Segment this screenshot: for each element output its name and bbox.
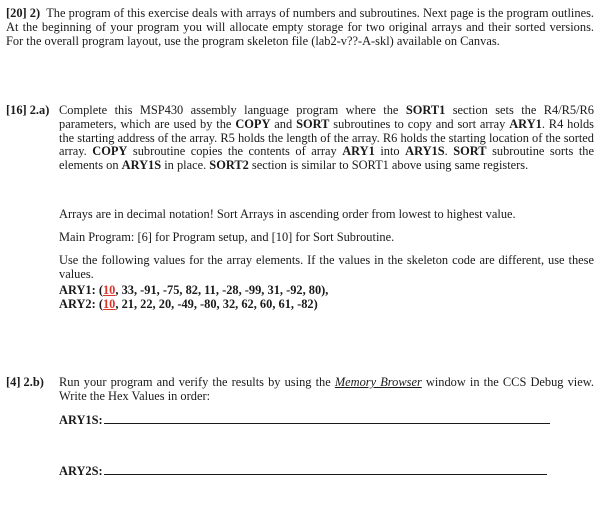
question-2a-paragraph-1: Complete this MSP430 assembly language program where the SORT1 section sets the R4/R5/R6 parameters, which are used by the COPY and SORT subroutines to copy and sort array ARY1. R4 holds the starting address of the array. R5 holds the length of the array. R6 holds the starting location of the sorted array. COPY subroutine copies the contents of array ARY1 into ARY1S. SORT subroutine sorts the elements on ARY1S in place. SORT2 section is similar to SORT1 above using same registers. [59,103,594,173]
memory-browser-term: Memory Browser [334,375,422,389]
array-ary2: ARY2: (10, 21, 22, 20, -49, -80, 32, 62, 60, 61, -82) [59,297,318,311]
array-ary1: ARY1: (10, 33, -91, -75, 82, 11, -28, -99, 31, -92, 80), [59,283,329,297]
question-2b-text: Run your program and verify the results by using the Memory Browser window in the CCS Debug view. Write the Hex Values in order: [59,375,594,403]
array-ary2-label: ARY2: [59,297,96,311]
answer-ary2s-label: ARY2S: [59,464,103,478]
answer-ary1s-blank[interactable] [104,422,550,424]
question-2-label: [20] 2) [6,6,41,20]
question-2b-label: [4] 2.b) [6,375,44,389]
array-ary2-first-value: 10 [102,297,116,311]
array-ary2-values: , 21, 22, 20, -49, -80, 32, 62, 60, 61, -82) [115,297,318,311]
question-2a-paragraph-2: Arrays are in decimal notation! Sort Arrays in ascending order from lowest to highest value. [59,207,516,221]
question-2 [6,7,594,48]
question-2a-paragraph-3: Main Program: [6] for Program setup, and [10] for Sort Subroutine. [59,230,395,244]
keyword-ary1s: ARY1S [121,158,162,173]
answer-ary2s-row [59,465,547,479]
question-2-text: The program of this exercise deals with arrays of numbers and subroutines. Next page is the program outlines. At the beginning of your program you will allocate empty storage for two original arrays and their sorted versions. For the overall program layout, use the program skeleton file (lab2-v??-A-skl) available on Canvas. [6,6,594,48]
keyword-sort: SORT [453,144,487,159]
keyword-sort1: SORT1 [405,103,446,117]
keyword-ary1: ARY1 [509,116,542,131]
question-2a-paragraph-4: Use the following values for the array elements. If the values in the skeleton code are different, use these values. [59,253,594,281]
keyword-copy: COPY [235,116,271,131]
keyword-copy: COPY [92,144,128,159]
array-ary1-label: ARY1: [59,283,96,297]
keyword-ary1s: ARY1S [405,144,445,159]
array-ary1-first-value: 10 [102,283,116,297]
keyword-sort: SORT [296,116,330,131]
array-ary1-values: , 33, -91, -75, 82, 11, -28, -99, 31, -92, 80), [115,283,329,297]
keyword-sort2: SORT2 [209,158,249,173]
answer-ary2s-blank[interactable] [104,473,547,475]
answer-ary1s-row [59,414,550,428]
question-2a-label: [16] 2.a) [6,103,50,117]
keyword-ary1: ARY1 [342,144,375,159]
answer-ary1s-label: ARY1S: [59,413,103,427]
